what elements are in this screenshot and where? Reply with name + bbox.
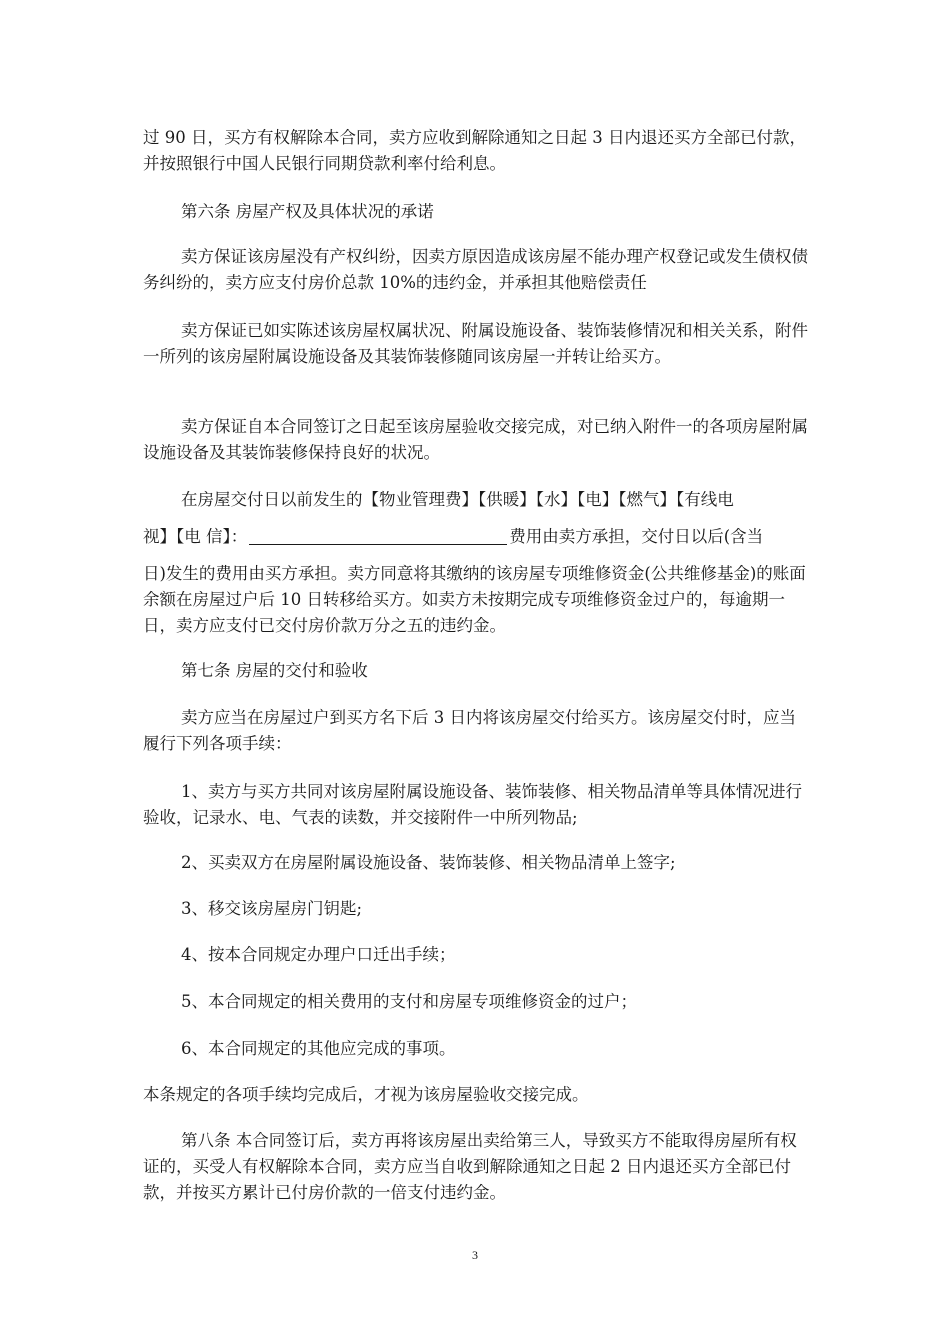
- paragraph-ownership-statement: 卖方保证已如实陈述该房屋权属状况、附属设施设备、装饰装修情况和相关关系，附件一所列的该房屋附属设施设备及其装饰装修随同该房屋一并转让给买方。: [143, 321, 808, 366]
- paragraph-delivery: 卖方应当在房屋过户到买方名下后 3 日内将该房屋交付给买方。该房屋交付时，应当履行下列各项手续：: [143, 708, 796, 753]
- paragraph-fees-line2: [143, 524, 811, 550]
- list-item-2: 2、买卖双方在房屋附属设施设备、装饰装修、相关物品清单上签字;: [181, 853, 676, 872]
- list-item-3: 3、移交该房屋房门钥匙;: [181, 899, 363, 918]
- paragraph-refund-clause: 过 90 日，买方有权解除本合同，卖方应收到解除通知之日起 3 日内退还买方全部已付款，并按照银行中国人民银行同期贷款利率付给利息。: [143, 128, 806, 173]
- paragraph-completion: 本条规定的各项手续均完成后，才视为该房屋验收交接完成。: [143, 1085, 589, 1104]
- paragraph-facility-maintenance: 卖方保证自本合同签订之日起至该房屋验收交接完成，对已纳入附件一的各项房屋附属设施设备及其装饰装修保持良好的状况。: [143, 417, 808, 462]
- paragraph-title-dispute: 卖方保证该房屋没有产权纠纷，因卖方原因造成该房屋不能办理产权登记或发生债权债务纠纷的，卖方应支付房价总款 10%的违约金，并承担其他赔偿责任: [143, 247, 808, 292]
- list-item-1: 1、卖方与买方共同对该房屋附属设施设备、装饰装修、相关物品清单等具体情况进行验收，记录水、电、气表的读数，并交接附件一中所列物品;: [143, 782, 802, 827]
- page-number: 3: [472, 1248, 478, 1262]
- list-item-6: 6、本合同规定的其他应完成的事项。: [181, 1039, 456, 1058]
- fee-blank-field[interactable]: [249, 526, 507, 545]
- article-6-heading: 第六条 房屋产权及具体状况的承诺: [181, 202, 434, 221]
- paragraph-fees-line1: 在房屋交付日以前发生的【物业管理费】【供暖】【水】【电】【燃气】【有线电: [181, 490, 734, 509]
- article-7-heading: 第七条 房屋的交付和验收: [181, 661, 368, 680]
- fees-continuation: 费用由卖方承担，交付日以后(含当: [509, 527, 764, 546]
- fees-label: 视】【电 信】：: [143, 527, 248, 546]
- list-item-5: 5、本合同规定的相关费用的支付和房屋专项维修资金的过户；: [181, 992, 637, 1011]
- list-item-4: 4、按本合同规定办理户口迁出手续；: [181, 945, 456, 964]
- article-8-paragraph: 第八条 本合同签订后，卖方再将该房屋出卖给第三人，导致买方不能取得房屋所有权证的，买受人有权解除本合同，卖方应当自收到解除通知之日起 2 日内退还买方全部已付款，并按买方累计已付房价款的一倍支付违约金。: [143, 1131, 797, 1202]
- paragraph-maintenance-fund: 日)发生的费用由买方承担。卖方同意将其缴纳的该房屋专项维修资金(公共维修基金)的账面余额在房屋过户后 10 日转移给买方。如卖方未按期完成专项维修资金过户的，每逾期一日，卖方应支付已交付房价款万分之五的违约金。: [143, 564, 806, 635]
